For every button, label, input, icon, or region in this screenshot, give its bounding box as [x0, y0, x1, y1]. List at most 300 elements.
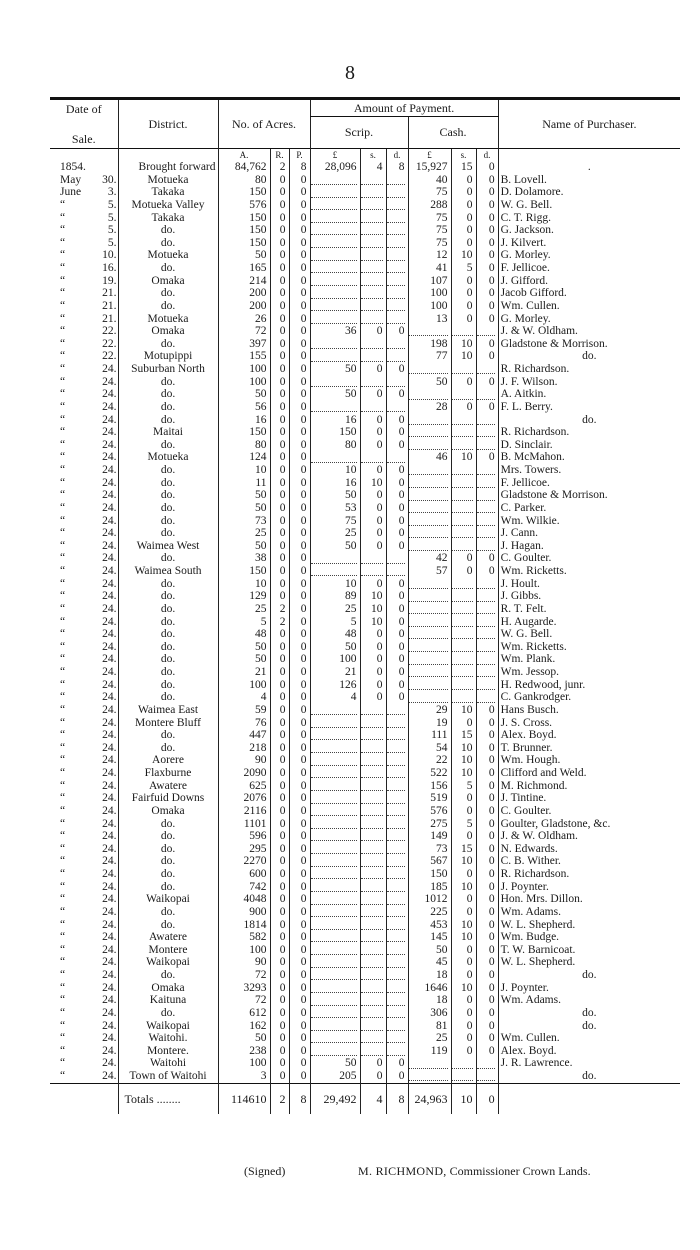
row-scrip-shillings: [360, 1020, 386, 1033]
row-day: 24.: [102, 678, 117, 691]
row-cash-pounds: [408, 1070, 451, 1083]
row-scrip-pounds: 48: [310, 628, 360, 641]
row-cash-pounds: 576: [408, 805, 451, 818]
dotted-leader: [361, 1046, 383, 1056]
row-cash-shillings: 5: [451, 262, 476, 275]
table-row: [50, 414, 680, 427]
row-roods: 0: [270, 792, 289, 805]
row-cash-shillings: [451, 388, 476, 401]
row-month: “: [60, 653, 66, 666]
cash-header: Cash.: [408, 117, 498, 149]
row-district: do.: [118, 489, 218, 502]
dotted-leader: [452, 1071, 473, 1081]
row-scrip-shillings: 0: [360, 489, 386, 502]
dotted-leader: [387, 970, 405, 980]
table-row: [50, 893, 680, 906]
row-acres: 2116: [218, 805, 270, 818]
row-cash-pounds: [408, 540, 451, 553]
row-perches: 0: [289, 325, 310, 338]
year-row: [50, 161, 680, 174]
row-scrip-pence: [386, 174, 408, 187]
row-acres: 1814: [218, 919, 270, 932]
row-roods: 0: [270, 212, 289, 225]
row-cash-pounds: [408, 502, 451, 515]
row-cash-pounds: 225: [408, 906, 451, 919]
row-purchaser: Wm. Budge.: [498, 931, 680, 944]
row-scrip-shillings: [360, 287, 386, 300]
dotted-leader: [477, 541, 495, 551]
row-month: “: [60, 527, 66, 540]
row-scrip-pounds: [310, 350, 360, 363]
row-cash-pence: 0: [476, 287, 498, 300]
row-scrip-pounds: [310, 729, 360, 742]
row-purchaser: C. Goulter.: [498, 552, 680, 565]
row-day: 5.: [107, 236, 117, 249]
row-acres: 124: [218, 451, 270, 464]
row-acres: 56: [218, 401, 270, 414]
row-scrip-shillings: [360, 565, 386, 578]
row-scrip-pounds: 25: [310, 603, 360, 616]
row-scrip-pounds: [310, 704, 360, 717]
row-perches: 0: [289, 830, 310, 843]
row-perches: 0: [289, 540, 310, 553]
row-cash-shillings: 10: [451, 767, 476, 780]
table-row: [50, 350, 680, 363]
dotted-leader: [387, 1021, 405, 1031]
row-day: 24.: [102, 577, 117, 590]
dotted-leader: [361, 289, 383, 299]
row-purchaser: J. Poynter.: [498, 982, 680, 995]
row-cash-shillings: 10: [451, 931, 476, 944]
table-row: [50, 1007, 680, 1020]
dotted-leader: [452, 390, 473, 400]
row-cash-shillings: 0: [451, 313, 476, 326]
row-purchaser: T. W. Barnicoat.: [498, 944, 680, 957]
bf-acres: 84,762: [218, 161, 270, 174]
row-scrip-pence: 0: [386, 426, 408, 439]
dotted-leader: [361, 730, 383, 740]
row-cash-pence: 0: [476, 1045, 498, 1058]
row-acres: 2090: [218, 767, 270, 780]
row-purchaser: C. Goulter.: [498, 805, 680, 818]
row-scrip-pounds: [310, 376, 360, 389]
row-day: 24.: [102, 918, 117, 931]
row-day: 24.: [102, 1019, 117, 1032]
row-cash-pence: [476, 641, 498, 654]
row-month: “: [60, 476, 66, 489]
row-roods: 0: [270, 439, 289, 452]
row-acres: 150: [218, 224, 270, 237]
row-scrip-pounds: [310, 843, 360, 856]
row-cash-pence: [476, 477, 498, 490]
row-cash-shillings: 0: [451, 1045, 476, 1058]
row-acres: 72: [218, 969, 270, 982]
dotted-leader: [387, 756, 405, 766]
row-scrip-shillings: [360, 956, 386, 969]
row-district: do.: [118, 843, 218, 856]
row-scrip-shillings: 10: [360, 590, 386, 603]
dotted-leader: [387, 1046, 405, 1056]
row-roods: 0: [270, 527, 289, 540]
row-roods: 0: [270, 300, 289, 313]
row-roods: 0: [270, 376, 289, 389]
row-cash-shillings: [451, 679, 476, 692]
dotted-leader: [387, 768, 405, 778]
row-acres: 16: [218, 414, 270, 427]
row-scrip-shillings: [360, 982, 386, 995]
row-scrip-pounds: [310, 742, 360, 755]
row-roods: 0: [270, 641, 289, 654]
row-cash-pounds: 1012: [408, 893, 451, 906]
row-perches: 0: [289, 578, 310, 591]
bf-scrip-pence: 8: [386, 161, 408, 174]
row-scrip-pounds: [310, 174, 360, 187]
row-district: do.: [118, 691, 218, 704]
row-scrip-shillings: [360, 843, 386, 856]
row-scrip-pence: [386, 994, 408, 1007]
row-month: “: [60, 691, 66, 704]
row-cash-shillings: 0: [451, 565, 476, 578]
row-acres: 50: [218, 249, 270, 262]
dotted-leader: [387, 882, 405, 892]
dotted-leader: [311, 958, 357, 968]
row-cash-shillings: 0: [451, 717, 476, 730]
row-scrip-shillings: [360, 893, 386, 906]
dotted-leader: [477, 1071, 495, 1081]
row-cash-shillings: 0: [451, 1007, 476, 1020]
row-day: 24.: [102, 905, 117, 918]
row-day: 24.: [102, 729, 117, 742]
row-day: 24.: [102, 931, 117, 944]
row-scrip-shillings: [360, 855, 386, 868]
dotted-leader: [452, 655, 473, 665]
row-perches: 0: [289, 767, 310, 780]
dotted-leader: [452, 415, 473, 425]
dotted-leader: [387, 1008, 405, 1018]
row-scrip-pounds: 10: [310, 578, 360, 591]
dotted-leader: [311, 200, 357, 210]
row-purchaser: Gladstone & Morrison.: [498, 489, 680, 502]
dotted-leader: [387, 844, 405, 854]
table-row: [50, 641, 680, 654]
row-purchaser: D. Dolamore.: [498, 186, 680, 199]
signed-label: (Signed): [244, 1164, 286, 1178]
row-scrip-pounds: [310, 401, 360, 414]
row-cash-shillings: 0: [451, 1032, 476, 1045]
dotted-leader: [361, 276, 383, 286]
row-scrip-shillings: [360, 350, 386, 363]
row-perches: 0: [289, 414, 310, 427]
row-scrip-pence: [386, 262, 408, 275]
row-day: 24.: [102, 855, 117, 868]
row-scrip-shillings: 10: [360, 603, 386, 616]
row-roods: 0: [270, 401, 289, 414]
row-perches: 0: [289, 691, 310, 704]
table-row: [50, 300, 680, 313]
units-row: [50, 149, 680, 162]
row-scrip-shillings: [360, 376, 386, 389]
row-roods: 0: [270, 628, 289, 641]
dotted-leader: [311, 970, 357, 980]
row-perches: 0: [289, 956, 310, 969]
row-roods: 0: [270, 552, 289, 565]
row-day: 24.: [102, 552, 117, 565]
row-cash-pence: 0: [476, 275, 498, 288]
total-scrip-pence: 8: [386, 1083, 408, 1114]
row-scrip-pence: [386, 451, 408, 464]
row-cash-pence: 0: [476, 944, 498, 957]
row-roods: 0: [270, 855, 289, 868]
row-scrip-shillings: [360, 262, 386, 275]
row-cash-pounds: 145: [408, 931, 451, 944]
row-purchaser: H. Redwood, junr.: [498, 679, 680, 692]
row-district: do.: [118, 628, 218, 641]
dotted-leader: [409, 440, 448, 450]
row-day: 24.: [102, 1006, 117, 1019]
dotted-leader: [387, 1033, 405, 1043]
row-perches: 0: [289, 262, 310, 275]
row-roods: 0: [270, 313, 289, 326]
row-scrip-pounds: [310, 224, 360, 237]
row-scrip-pounds: [310, 199, 360, 212]
row-scrip-pence: 0: [386, 679, 408, 692]
row-scrip-pounds: [310, 275, 360, 288]
row-cash-pounds: 75: [408, 212, 451, 225]
row-month: “: [60, 804, 66, 817]
row-roods: 0: [270, 350, 289, 363]
row-purchaser: Wm. Ricketts.: [498, 641, 680, 654]
row-month: “: [60, 602, 66, 615]
dotted-leader: [409, 390, 448, 400]
row-acres: 625: [218, 780, 270, 793]
dotted-leader: [409, 1059, 448, 1069]
row-perches: 0: [289, 552, 310, 565]
row-cash-pounds: 306: [408, 1007, 451, 1020]
row-cash-shillings: [451, 578, 476, 591]
dotted-leader: [409, 1071, 448, 1081]
row-district: Waimea East: [118, 704, 218, 717]
row-purchaser: W. G. Bell.: [498, 199, 680, 212]
row-cash-pounds: 73: [408, 843, 451, 856]
row-month: “: [60, 918, 66, 931]
dotted-leader: [409, 326, 448, 336]
row-scrip-shillings: [360, 704, 386, 717]
row-scrip-pence: [386, 704, 408, 717]
row-cash-pence: [476, 527, 498, 540]
row-scrip-pounds: 205: [310, 1070, 360, 1083]
row-acres: 162: [218, 1020, 270, 1033]
row-day: 22.: [102, 325, 117, 338]
row-scrip-pounds: 89: [310, 590, 360, 603]
dotted-leader: [387, 983, 405, 993]
row-month: “: [60, 1070, 66, 1082]
row-scrip-pounds: [310, 451, 360, 464]
dotted-leader: [477, 326, 495, 336]
row-district: do.: [118, 527, 218, 540]
row-scrip-shillings: [360, 919, 386, 932]
row-scrip-shillings: [360, 805, 386, 818]
row-day: 24.: [102, 981, 117, 994]
table-row: [50, 426, 680, 439]
dotted-leader: [361, 945, 383, 955]
row-cash-shillings: 10: [451, 451, 476, 464]
dotted-leader: [361, 831, 383, 841]
row-month: “: [60, 792, 66, 805]
dotted-leader: [361, 238, 383, 248]
row-month: “: [60, 1057, 66, 1070]
dotted-leader: [452, 667, 473, 677]
row-cash-pence: 0: [476, 843, 498, 856]
row-cash-shillings: 0: [451, 969, 476, 982]
row-district: do.: [118, 237, 218, 250]
row-purchaser: J. Poynter.: [498, 881, 680, 894]
row-cash-pence: 0: [476, 855, 498, 868]
table-row: [50, 174, 680, 187]
payment-header: Amount of Payment.: [310, 99, 498, 117]
row-purchaser: R. T. Felt.: [498, 603, 680, 616]
row-scrip-pence: 0: [386, 489, 408, 502]
row-acres: 582: [218, 931, 270, 944]
dotted-leader: [477, 680, 495, 690]
row-cash-pence: 0: [476, 818, 498, 831]
row-scrip-pence: [386, 843, 408, 856]
row-district: do.: [118, 818, 218, 831]
dotted-leader: [361, 200, 383, 210]
table-row: [50, 540, 680, 553]
table-row: [50, 287, 680, 300]
row-district: do.: [118, 388, 218, 401]
row-day: 24.: [102, 842, 117, 855]
row-scrip-pounds: 53: [310, 502, 360, 515]
table-row: [50, 704, 680, 717]
dotted-leader: [311, 225, 357, 235]
row-cash-pounds: 22: [408, 754, 451, 767]
dotted-leader: [361, 251, 383, 261]
dotted-leader: [311, 1021, 357, 1031]
dotted-leader: [387, 794, 405, 804]
row-acres: 50: [218, 388, 270, 401]
row-scrip-pounds: [310, 287, 360, 300]
table-row: [50, 363, 680, 376]
row-cash-shillings: 10: [451, 338, 476, 351]
table-row: [50, 868, 680, 881]
row-scrip-pence: 0: [386, 653, 408, 666]
dotted-leader: [452, 465, 473, 475]
row-scrip-shillings: [360, 754, 386, 767]
row-acres: 155: [218, 350, 270, 363]
row-perches: 0: [289, 628, 310, 641]
row-scrip-shillings: [360, 767, 386, 780]
row-day: 24.: [102, 501, 117, 514]
commissioner-title: Commissioner Crown Lands.: [449, 1164, 591, 1178]
row-cash-shillings: 0: [451, 376, 476, 389]
row-cash-pounds: 185: [408, 881, 451, 894]
row-district: Motueka: [118, 451, 218, 464]
dotted-leader: [387, 175, 405, 185]
row-cash-shillings: 15: [451, 843, 476, 856]
dotted-leader: [387, 276, 405, 286]
row-cash-pounds: 18: [408, 994, 451, 1007]
dotted-leader: [452, 541, 473, 551]
dotted-leader: [387, 263, 405, 273]
row-roods: 0: [270, 1007, 289, 1020]
table-row: [50, 717, 680, 730]
row-scrip-pence: [386, 754, 408, 767]
row-day: 24.: [102, 451, 117, 464]
row-roods: 0: [270, 982, 289, 995]
row-purchaser: N. Edwards.: [498, 843, 680, 856]
row-scrip-pounds: 75: [310, 515, 360, 528]
unit-scrip-shillings: s.: [360, 149, 386, 162]
dotted-leader: [311, 263, 357, 273]
row-cash-pence: [476, 489, 498, 502]
row-cash-shillings: 0: [451, 300, 476, 313]
row-day: 24.: [102, 666, 117, 678]
row-acres: 73: [218, 515, 270, 528]
bf-perches: 8: [289, 161, 310, 174]
row-cash-shillings: 0: [451, 1020, 476, 1033]
row-cash-pounds: 42: [408, 552, 451, 565]
dotted-leader: [361, 188, 383, 198]
row-scrip-shillings: 0: [360, 1070, 386, 1083]
row-scrip-pence: 0: [386, 578, 408, 591]
dotted-leader: [452, 491, 473, 501]
row-day: 24.: [102, 1044, 117, 1057]
row-scrip-pence: [386, 552, 408, 565]
row-cash-pounds: 50: [408, 376, 451, 389]
row-perches: 0: [289, 439, 310, 452]
row-scrip-pence: 0: [386, 590, 408, 603]
dotted-leader: [311, 794, 357, 804]
row-scrip-pounds: [310, 338, 360, 351]
row-perches: 0: [289, 969, 310, 982]
row-district: do.: [118, 300, 218, 313]
dotted-leader: [361, 705, 383, 715]
row-cash-shillings: [451, 426, 476, 439]
dotted-leader: [387, 945, 405, 955]
row-month: “: [60, 779, 66, 792]
row-day: 24.: [102, 691, 117, 704]
row-cash-pounds: 57: [408, 565, 451, 578]
dotted-leader: [361, 453, 383, 463]
row-day: 22.: [102, 350, 117, 363]
row-month: “: [60, 413, 66, 426]
row-month: “: [60, 198, 66, 211]
table-row: [50, 1057, 680, 1070]
row-district: Waikopai: [118, 956, 218, 969]
row-scrip-pence: 0: [386, 1057, 408, 1070]
table-row: [50, 994, 680, 1007]
row-scrip-pounds: [310, 893, 360, 906]
dotted-leader: [361, 339, 383, 349]
dotted-leader: [387, 705, 405, 715]
row-scrip-shillings: [360, 552, 386, 565]
row-perches: 0: [289, 729, 310, 742]
row-acres: 50: [218, 540, 270, 553]
total-scrip-shillings: 4: [360, 1083, 386, 1114]
row-scrip-pence: 0: [386, 414, 408, 427]
row-cash-pounds: [408, 363, 451, 376]
table-row: [50, 780, 680, 793]
row-cash-pounds: 567: [408, 855, 451, 868]
row-scrip-pounds: 50: [310, 641, 360, 654]
row-perches: 0: [289, 186, 310, 199]
row-cash-pounds: [408, 603, 451, 616]
row-scrip-shillings: [360, 224, 386, 237]
row-cash-shillings: [451, 502, 476, 515]
dotted-leader: [477, 693, 495, 703]
row-scrip-shillings: 0: [360, 540, 386, 553]
